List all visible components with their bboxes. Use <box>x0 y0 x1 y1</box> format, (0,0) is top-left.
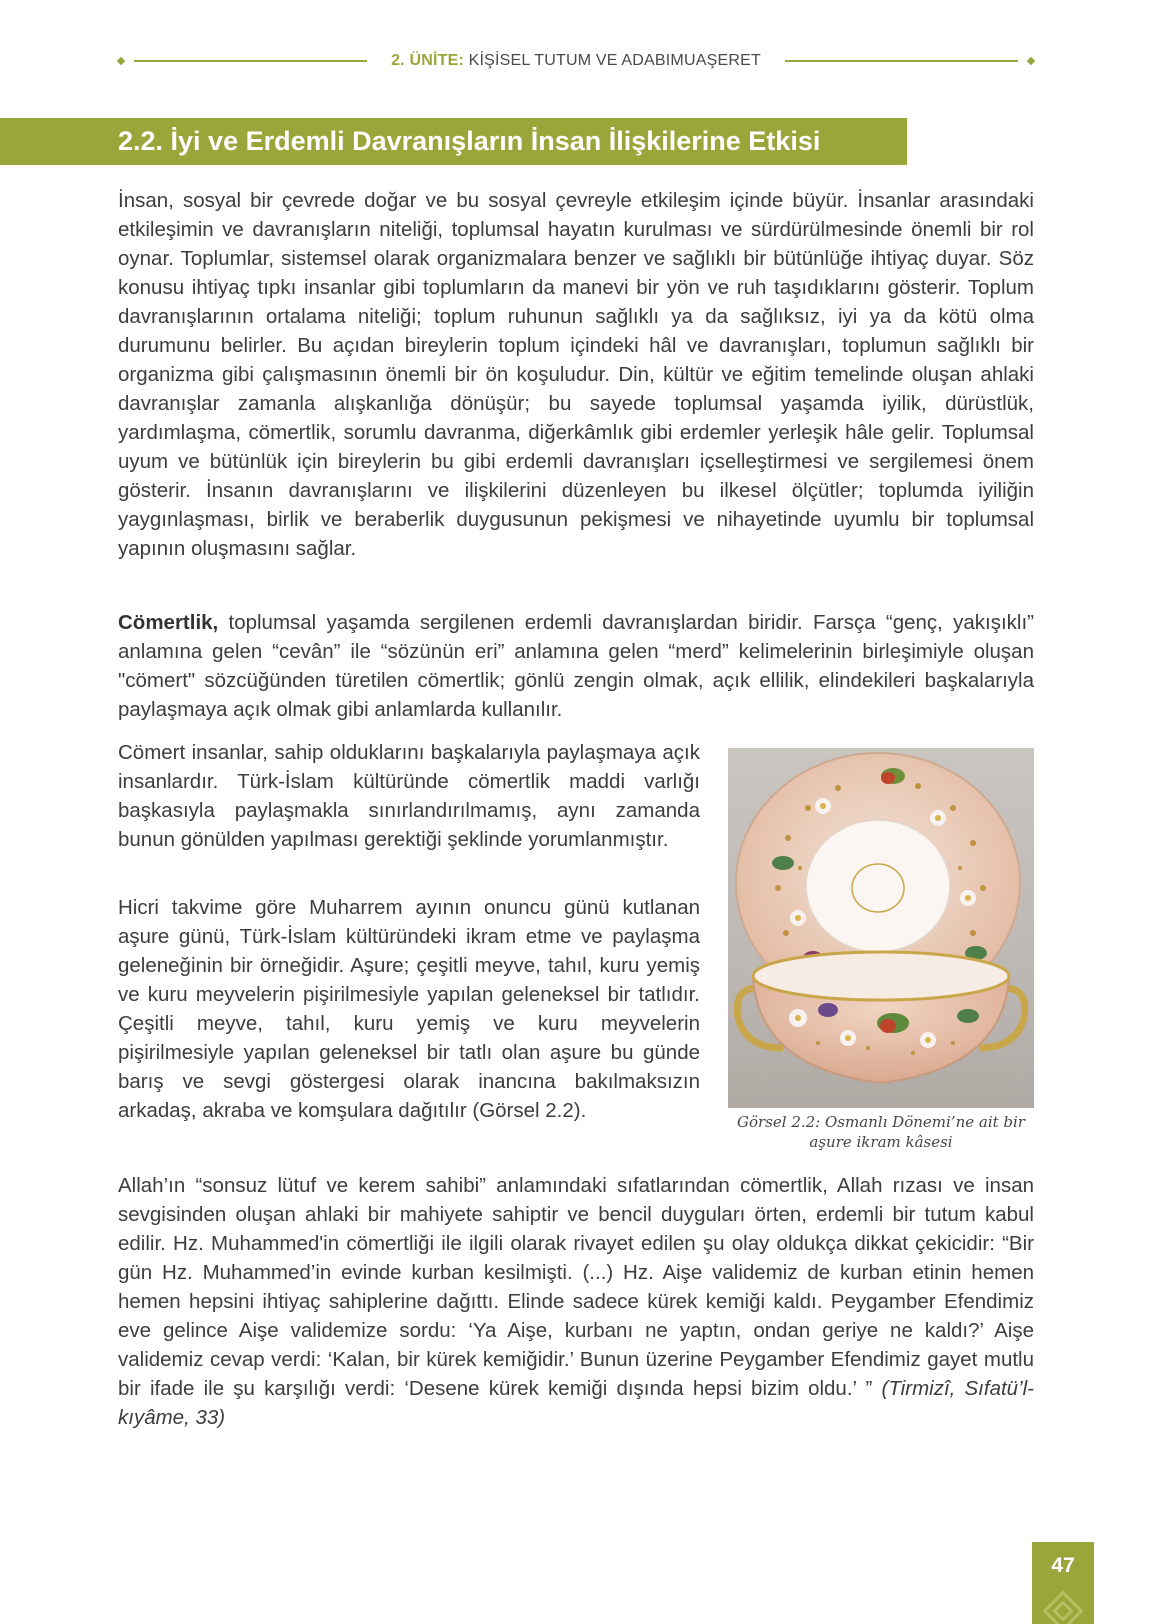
section-title-bar <box>0 118 907 165</box>
asure-bowl-photo <box>728 748 1034 1108</box>
term-comertlik: Cömertlik, <box>118 611 219 634</box>
paragraph-hadith <box>118 1171 1034 1432</box>
page-number-box <box>1032 1542 1094 1624</box>
section-title: 2.2. İyi ve Erdemli Davranışların İnsan İlişkilerine Etkisi <box>118 126 821 156</box>
header-rule-right <box>785 60 1018 62</box>
paragraph-comert-insanlar: Cömert insanlar, sahip olduklarını başkalarıyla paylaşmaya açık insanlardır. Türk-İslam kültüründe cömertlik maddi varlığı başkasıyla paylaşmakla sınırlandırılmamış, aynı zamanda bunun gönülden yapılması gerektiği şeklinde yorumlanmıştır. <box>118 741 700 851</box>
header-title: KİŞİSEL TUTUM VE ADABIMUAŞERET <box>468 52 761 69</box>
ornament-icon <box>1032 1542 1094 1624</box>
paragraph-hadith-text: Allah’ın “sonsuz lütuf ve kerem sahibi” anlamındaki sıfatlarından cömertlik, Allah rızası ve insan sevgisinden oluşan ahlaki bir mahiyete sahiptir ve bencil duyguları örten, erdemli bir tutum kabul edilir. Hz. Muhammed'in cömertliği ile ilgili olarak rivayet edilen şu olay oldukça dikkat çekicidir: “Bir gün Hz. Muhammed’in evinde kurban kesilmişti. (...) Hz. Aişe validemiz de kurban etinin hemen hemen hepsini ihtiyaç sahiplerine dağıttı. Elinde sadece kürek kemiği kaldı. Peygamber Efendimiz eve gelince Aişe validemize sordu: ‘Ya Aişe, kurbanı ne yaptın, ondan geriye ne kaldı?’ Aişe validemiz cevap verdi: ‘Kalan, bir kürek kemiğidir.’ Bunun üzerine Peygamber Efendimiz gayet mutlu bir ifade ile şu karşılığı verdi: ‘Desene kürek kemiği dışında hepsi bizim oldu.’ ” <box>118 1174 1034 1400</box>
paragraph-intro: İnsan, sosyal bir çevrede doğar ve bu sosyal çevreyle etkileşim içinde büyür. İnsanlar arasındaki etkileşimin ve davranışların niteliği, toplumsal hayatın kurulması ve sürdürülmesinde önemli bir rol oynar. Toplumlar, sistemsel olarak organizmalara benzer ve sağlıklı bir bütünlüğe ihtiyaç duyar. Söz konusu ihtiyaç tıpkı insanlar gibi toplumların da manevi bir yön ve ruh taşıdıklarını gösterir. Toplum davranışlarının ortalama niteliği; toplum ruhunun sağlıklı ya da sağlıksız, iyi ya da kötü olma durumunu belirler. Bu açıdan bireylerin toplum içindeki hâl ve davranışları, toplumun sağlıklı bir organizma gibi çalışmasının önemli bir ön koşuludur. Din, kültür ve eğitim temelinde oluşan ahlaki davranışlar zamanla alışkanlığa dönüşür; bu sayede toplumsal yaşamda iyilik, dürüstlük, yardımlaşma, cömertlik, sorumlu davranma, diğerkâmlık gibi erdemler yerleşik hâle gelir. Toplumsal uyum ve bütünlük için bireylerin bu gibi erdemli davranışları içselleştirmesi ve sergilemesi önem gösterir. İnsanın davranışlarını ve ilişkilerini düzenleyen bu ilkesel ölçütler; toplumda iyiliğin yaygınlaşması, birlik ve beraberlik duygusunun pekişmesi ve nihayetinde uyumlu bir toplumsal yapının oluşmasını sağlar. <box>118 189 1034 560</box>
header-unit: 2. ÜNİTE: <box>391 52 464 69</box>
diamond-right-icon <box>1027 57 1035 65</box>
page-number: 47 <box>1051 1554 1075 1577</box>
header-text <box>377 52 775 70</box>
header-rule-left <box>134 60 367 62</box>
citation: (Tirmizî, Sıfatü’l-kıyâme, 33) <box>118 1377 1035 1429</box>
porcelain-illustration <box>728 748 1034 1108</box>
diamond-left-icon <box>117 57 125 65</box>
paragraph-comertlik-text: toplumsal yaşamda sergilenen erdemli davranışlardan biridir. Farsça “genç, yakışıklı” anlamına gelen “cevân” ile “sözünün eri” anlamına gelen “merd” kelimelerinin birleşimiyle oluşan "cömert" sözcüğünden türetilen cömertlik; gönlü zengin olmak, açık ellilik, elindekileri başkalarıyla paylaşmaya açık olmak gibi anlamlarda kullanılır. <box>118 611 1034 721</box>
running-header <box>118 50 1034 72</box>
paragraph-asure: Hicri takvime göre Muharrem ayının onuncu günü kutlanan aşure günü, Türk-İslam kültüründeki ikram etme ve paylaşma geleneğinin bir örneğidir. Aşure; çeşitli meyve, tahıl, kuru yemiş ve kuru meyvelerin pişirilmesiyle yapılan geleneksel bir tatlıdır. Çeşitli meyve, tahıl, kuru yemiş ve kuru meyvelerin pişirilmesiyle yapılan geleneksel bir tatlı olan aşure bu günde barış ve sevgi göstergesi olarak inancına bakılmaksızın arkadaş, akraba ve komşulara dağıtılır (Görsel 2.2). <box>118 896 700 1122</box>
paragraph-comertlik <box>118 608 1034 724</box>
figure-caption: Görsel 2.2: Osmanlı Dönemi’ne ait bir aşure ikram kâsesi <box>737 1113 1025 1151</box>
